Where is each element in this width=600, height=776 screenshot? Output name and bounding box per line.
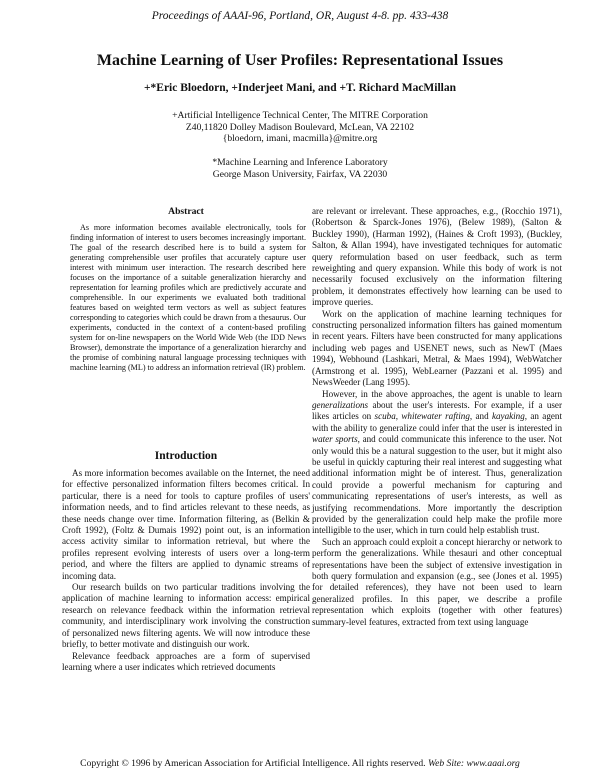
right-column xyxy=(312,206,562,628)
abstract-paragraph: As more information becomes available electronically, tools for finding information of interest to users becomes increasingly important. The goal of the research described here is to build a system for generating comprehensible user profiles that accurately capture user interest with minimum user interaction. The research described here focuses on the importance of a suitable generalization hierarchy and representation for learning profiles which are predictively accurate and comprehensible. In our experiments we evaluated both traditional features based on weighted term vectors as well as subject features corresponding to categories which could be drawn from a thesaurus. Our experiments, conducted in the context of a content-based profiling system for on-line newspapers on the World Wide Web (the IDD News Browser), demonstrate the importance of a generalization hierarchy and the promise of combining natural language processing techniques with machine learning (ML) to address an information retrieval (IR) problem. xyxy=(70,223,306,372)
copyright-text: Copyright © 1996 by American Association for Artificial Intelligence. All rights reserved. xyxy=(80,758,428,769)
affiliation-line: *Machine Learning and Inference Laboratory xyxy=(212,157,388,168)
affiliation-gmu xyxy=(0,157,600,180)
text-run: , and xyxy=(469,411,492,422)
emphasis-water-sports: water sports xyxy=(312,434,358,445)
emphasis-scuba: scuba xyxy=(374,411,396,422)
text-run: about the user's interests. For example, if a user likes articles on xyxy=(312,399,562,422)
introduction-heading: Introduction xyxy=(154,450,218,462)
abstract-heading: Abstract xyxy=(168,206,204,217)
intro-paragraph-2: Our research builds on two particular traditions involving the application of machine learning to information access: empirical research on relevance feedback within the information retrieval community, and interdisciplinary work involving the construction of personalized news filtering agents. We will now introduce these briefly, to better motivate and distinguish our work. xyxy=(62,582,310,650)
emphasis-whitewater: whitewater rafting xyxy=(401,411,470,422)
paper-title: Machine Learning of User Profiles: Representational Issues xyxy=(96,52,504,69)
introduction-body xyxy=(62,468,310,673)
emphasis-kayaking: kayaking xyxy=(491,411,525,422)
intro-paragraph-1: As more information becomes available on the Internet, the need for effective personalized information filters becomes critical. In particular, there is a need for tools to capture profiles of users' information needs, and to find articles relevant to these needs, as these needs change over time. Information filtering, as (Belkin & Croft 1992), (Foltz & Dumais 1992) point out, is an information access activity similar to information retrieval, but where the profiles represent evolving interests of users over a long-term period, and where the filters are applied to dynamic streams of incoming data. xyxy=(62,468,310,581)
affiliation-line: Z40,11820 Dolley Madison Boulevard, McLean, VA 22102 xyxy=(185,121,415,133)
proceedings-header: Proceedings of AAAI-96, Portland, OR, August 4-8. pp. 433-438 xyxy=(151,10,449,22)
affiliation-line: George Mason University, Fairfax, VA 22030 xyxy=(212,168,388,180)
affiliation-line: +Artificial Intelligence Technical Center, The MITRE Corporation xyxy=(172,110,428,121)
right-paragraph-4: Such an approach could exploit a concept hierarchy or network to perform the generalizations. While thesauri and other conceptual representations have been the subject of extensive investigation in both query formulation and expansion (e.g., see (Jones et al. 1995) for detailed references), they have not been used to learn generalized profiles. In this paper, we describe a profile representation which exploits (together with other features) summary-level features, extracted from text using language xyxy=(312,536,562,627)
copyright-footer xyxy=(0,758,600,769)
right-paragraph-3 xyxy=(312,389,562,537)
text-run: , and could communicate this inference to the user. Not only would this be a natural suggestion to the user, but it might also be useful in quickly capturing their real interest and suggesting what additional information might be of interest. Thus, generalization could provide a powerful mechanism for capturing and communicating representations of user's interests, as well as justifying recommendations. More importantly the description provided by the generalization could help make the profile more intelligible to the user, which in turn could help establish trust. xyxy=(312,434,562,536)
text-run: However, in the above approaches, the agent is unable to learn xyxy=(322,388,562,399)
author-list: +*Eric Bloedorn, +Inderjeet Mani, and +T. Richard MacMillan xyxy=(143,82,457,94)
text-run: , xyxy=(395,411,402,422)
intro-paragraph-3: Relevance feedback approaches are a form of supervised learning where a user indicates which retrieved documents xyxy=(62,650,310,672)
emphasis-generalizations: generalizations xyxy=(312,399,369,410)
text-run: , an agent with the ability to generalize could infer that the user is interested in xyxy=(312,411,562,433)
right-paragraph-2: Work on the application of machine learning techniques for constructing personalized information filters has gained momentum in recent years. Filters have been constructed for many applications including web pages and USENET news, such as NewT (Maes 1994), Webhound (Lashkari, Metral, & Maes 1994), WebWatcher (Armstrong et al. 1995), WebLearner (Pazzani et al. 1995) and NewsWeeder (Lang 1995). xyxy=(312,308,562,388)
affiliation-email: {bloedorn, imani, macmilla}@mitre.org xyxy=(222,133,378,145)
abstract-body xyxy=(70,223,306,373)
right-paragraph-1: are relevant or irrelevant. These approaches, e.g., (Rocchio 1971), (Robertson & Sparck-Jones 1976), (Belew 1989), (Salton & Buckley 1990), (Harman 1992), (Haines & Croft 1993), (Buckley, Salton, & Allan 1994), have investigated techniques for automatic query reformulation based on user feedback, such as term reweighting and query expansion. While this body of work is not necessarily focused exclusively on the information filtering problem, it demonstrates effectively how learning can be used to improve queries. xyxy=(312,206,562,308)
website-text: Web Site: www.aaai.org xyxy=(427,758,520,769)
affiliation-mitre xyxy=(0,110,600,145)
